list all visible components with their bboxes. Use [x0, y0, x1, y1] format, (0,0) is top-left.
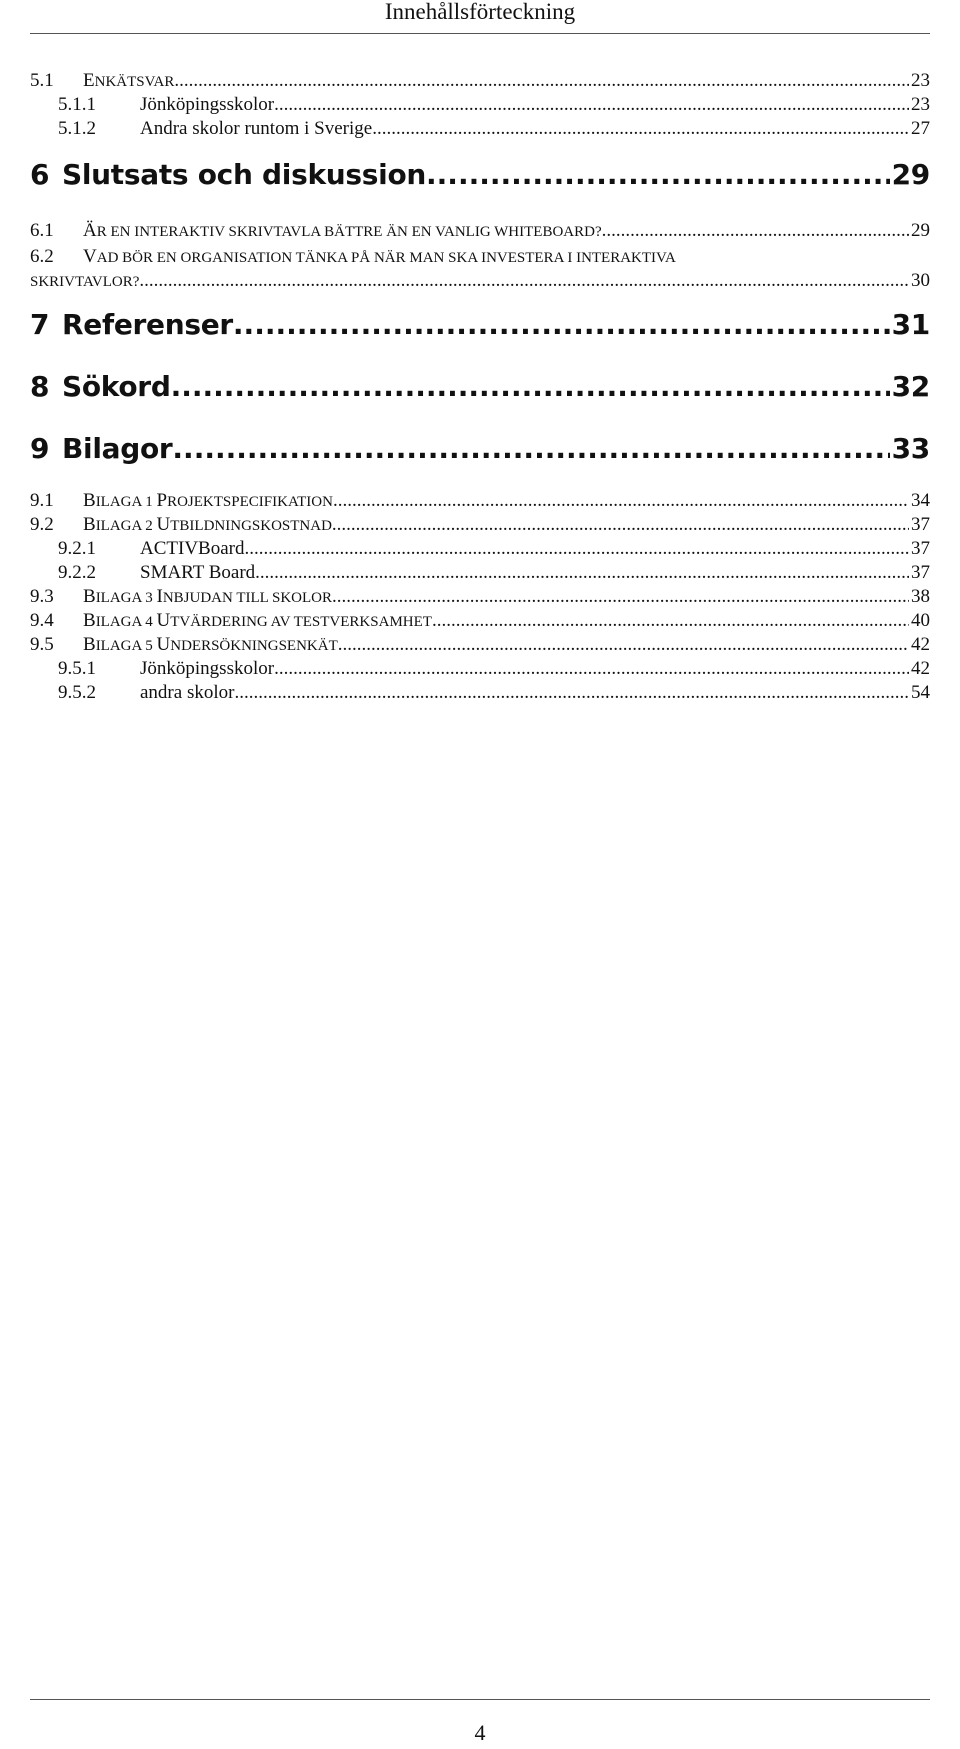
toc-number: 6.2	[30, 246, 54, 267]
toc-leader	[274, 658, 909, 680]
toc-page: 38	[911, 586, 930, 607]
toc-page: 37	[911, 562, 930, 583]
toc-entry-8[interactable]	[30, 370, 930, 406]
toc-title: ENKÄTSVAR	[83, 70, 175, 91]
toc-title: BILAGA 3 INBJUDAN TILL SKOLOR	[83, 586, 333, 607]
toc-title: BILAGA 4 UTVÄRDERING AV TESTVERKSAMHET	[83, 610, 432, 631]
toc-number: 9.2.1	[58, 538, 96, 559]
header-title: Innehållsförteckning	[384, 0, 576, 24]
toc-number: 9.1	[30, 490, 54, 511]
toc-title: Andra skolor runtom i Sverige	[140, 118, 373, 139]
toc-page: 40	[911, 610, 930, 631]
toc-page: 33	[891, 432, 930, 465]
toc-page: 34	[911, 490, 930, 511]
toc-entry-6-2[interactable]	[30, 246, 676, 268]
toc-leader	[244, 538, 909, 560]
toc-entry-9-3[interactable]	[30, 586, 930, 610]
toc-page: 32	[891, 370, 930, 403]
footer-divider	[30, 1699, 930, 1700]
toc-number: 9.5.1	[58, 658, 96, 679]
toc-number: 5.1	[30, 70, 54, 91]
toc-leader	[171, 370, 890, 403]
toc-leader	[274, 94, 909, 116]
toc-title: ACTIVBoard	[140, 538, 245, 559]
toc-leader	[333, 490, 909, 512]
page-header	[0, 0, 960, 30]
toc-number: 5.1.2	[58, 118, 96, 139]
toc-number: 6.1	[30, 220, 54, 241]
toc-leader	[332, 514, 909, 536]
toc-title: Slutsats och diskussion	[62, 158, 427, 191]
toc-title: andra skolor	[140, 682, 235, 703]
toc-title: Jönköpingsskolor	[140, 94, 275, 115]
toc-entry-9-1[interactable]	[30, 490, 930, 514]
toc-number: 6	[30, 158, 50, 191]
toc-leader	[602, 220, 909, 242]
toc-title: Sökord	[62, 370, 171, 403]
toc-leader	[139, 270, 909, 292]
toc-title: Jönköpingsskolor	[140, 658, 275, 679]
toc-leader	[338, 634, 909, 656]
toc-leader	[372, 118, 909, 140]
toc-title: BILAGA 5 UNDERSÖKNINGSENKÄT	[83, 634, 338, 655]
toc-page: 23	[911, 94, 930, 115]
toc-page: 37	[911, 514, 930, 535]
toc-number: 9	[30, 432, 50, 465]
toc-entry-6[interactable]	[30, 158, 930, 194]
toc-entry-9-5[interactable]	[30, 634, 930, 658]
toc-entry-9-2-1[interactable]	[58, 538, 930, 562]
toc-page: 54	[911, 682, 930, 703]
toc-entry-9[interactable]	[30, 432, 930, 468]
toc-number: 9.2	[30, 514, 54, 535]
toc-page: 42	[911, 658, 930, 679]
toc-entry-9-2-2[interactable]	[58, 562, 930, 586]
toc-entry-5-1[interactable]	[30, 70, 930, 94]
toc-number: 5.1.1	[58, 94, 96, 115]
toc-entry-6-1[interactable]	[30, 220, 930, 244]
toc-entry-5-1-1[interactable]	[58, 94, 930, 118]
toc-page: 37	[911, 538, 930, 559]
toc-title: BILAGA 2 UTBILDNINGSKOSTNAD	[83, 514, 332, 535]
toc-entry-9-5-1[interactable]	[58, 658, 930, 682]
toc-title: SMART Board	[140, 562, 256, 583]
header-divider	[30, 33, 930, 34]
toc-title-continued: SKRIVTAVLOR?	[30, 274, 140, 290]
toc-entry-5-1-2[interactable]	[58, 118, 930, 142]
toc-page: 30	[911, 270, 930, 291]
page-number: 4	[474, 1720, 486, 1745]
toc-entry-7[interactable]	[30, 308, 930, 344]
toc-page: 29	[891, 158, 930, 191]
toc-page: 29	[911, 220, 930, 241]
toc-title: ÄR EN INTERAKTIV SKRIVTAVLA BÄTTRE ÄN EN VANLIG WHITEBOARD?	[83, 220, 602, 241]
toc-page: 27	[911, 118, 930, 139]
toc-leader	[233, 308, 890, 341]
toc-entry-9-2[interactable]	[30, 514, 930, 538]
toc-title: Referenser	[62, 308, 233, 341]
toc-page: 42	[911, 634, 930, 655]
toc-entry-9-4[interactable]	[30, 610, 930, 634]
toc-leader	[174, 70, 909, 92]
toc-title: BILAGA 1 PROJEKTSPECIFIKATION	[83, 490, 333, 511]
toc-number: 9.3	[30, 586, 54, 607]
toc-leader	[432, 610, 909, 632]
toc-number: 9.5.2	[58, 682, 96, 703]
toc-number: 8	[30, 370, 50, 403]
toc-leader	[426, 158, 890, 191]
toc-title: Bilagor	[62, 432, 173, 465]
toc-number: 9.5	[30, 634, 54, 655]
toc-number: 9.4	[30, 610, 54, 631]
toc-page: 31	[891, 308, 930, 341]
toc-number: 7	[30, 308, 50, 341]
toc-leader	[172, 432, 889, 465]
page-footer	[0, 1720, 960, 1746]
toc-number: 9.2.2	[58, 562, 96, 583]
toc-leader	[234, 682, 909, 704]
toc-leader	[332, 586, 909, 608]
toc-entry-9-5-2[interactable]	[58, 682, 930, 706]
toc-title: VAD BÖR EN ORGANISATION TÄNKA PÅ NÄR MAN SKA INVESTERA I INTERAKTIVA	[83, 246, 676, 267]
toc-page: 23	[911, 70, 930, 91]
toc-entry-6-2-continued[interactable]	[30, 270, 930, 294]
toc-leader	[255, 562, 909, 584]
